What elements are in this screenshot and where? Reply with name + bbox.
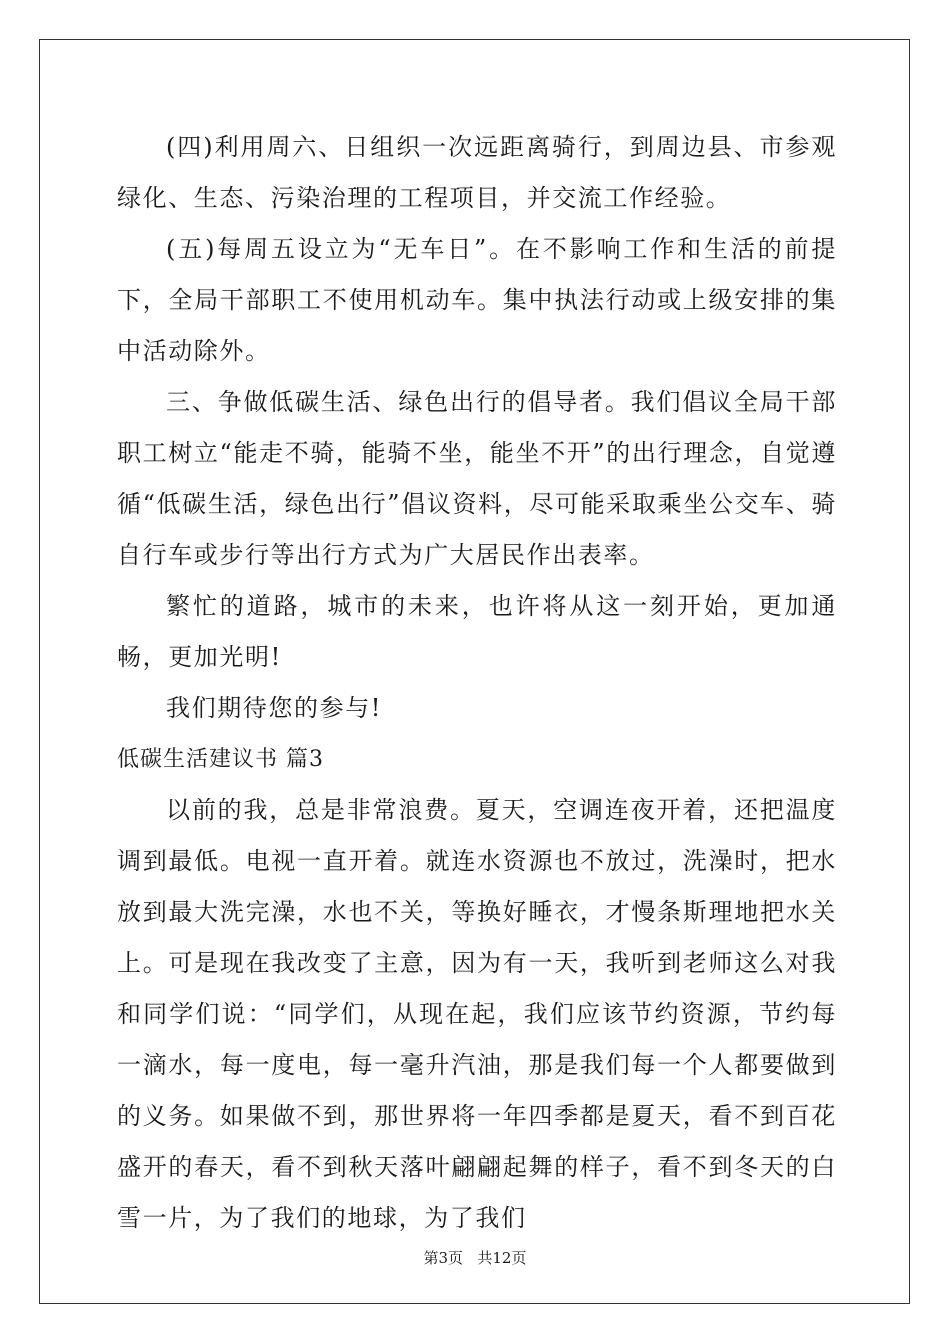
section-heading: 低碳生活建议书 篇3 — [117, 747, 324, 772]
paragraph-closing: 繁忙的道路，城市的未来，也许将从这一刻开始，更加通畅，更加光明! — [117, 592, 837, 671]
page-number: 第3页 — [423, 1249, 464, 1267]
paragraph-essay: 以前的我，总是非常浪费。夏天，空调连夜开着，还把温度调到最低。电视一直开着。就连水资源也不放过，洗澡时，把水放到最大洗完澡，水也不关，等换好睡衣，才慢条斯理地把水关上。可是现在我改变了主意，因为有一天，我听到老师这么对我和同学们说：“同学们，从现在起，我们应该节约资源，节约每一滴水，每一度电，每一毫升汽油，那是我们每一个人都要做到的义务。如果做不到，那世界将一年四季都是夏天，看不到百花盛开的春天，看不到秋天落叶翩翩起舞的样子，看不到冬天的白雪一片，为了我们的地球，为了我们 — [117, 796, 837, 1232]
paragraph-item-4: (四)利用周六、日组织一次远距离骑行，到周边县、市参观绿化、生态、污染治理的工程项目，并交流工作经验。 — [117, 133, 837, 212]
paragraph-invitation: 我们期待您的参与! — [166, 694, 383, 722]
document-body — [117, 122, 837, 1244]
page-footer — [0, 1247, 950, 1268]
page-total: 共12页 — [477, 1249, 527, 1267]
paragraph-item-5: (五)每周五设立为“无车日”。在不影响工作和生活的前提下，全局干部职工不使用机动车。集中执法行动或上级安排的集中活动除外。 — [117, 235, 837, 365]
paragraph-initiative-3: 三、争做低碳生活、绿色出行的倡导者。我们倡议全局干部职工树立“能走不骑，能骑不坐，能坐不开”的出行理念，自觉遵循“低碳生活，绿色出行”倡议资料，尽可能采取乘坐公交车、骑自行车或步行等出行方式为广大居民作出表率。 — [117, 388, 837, 569]
